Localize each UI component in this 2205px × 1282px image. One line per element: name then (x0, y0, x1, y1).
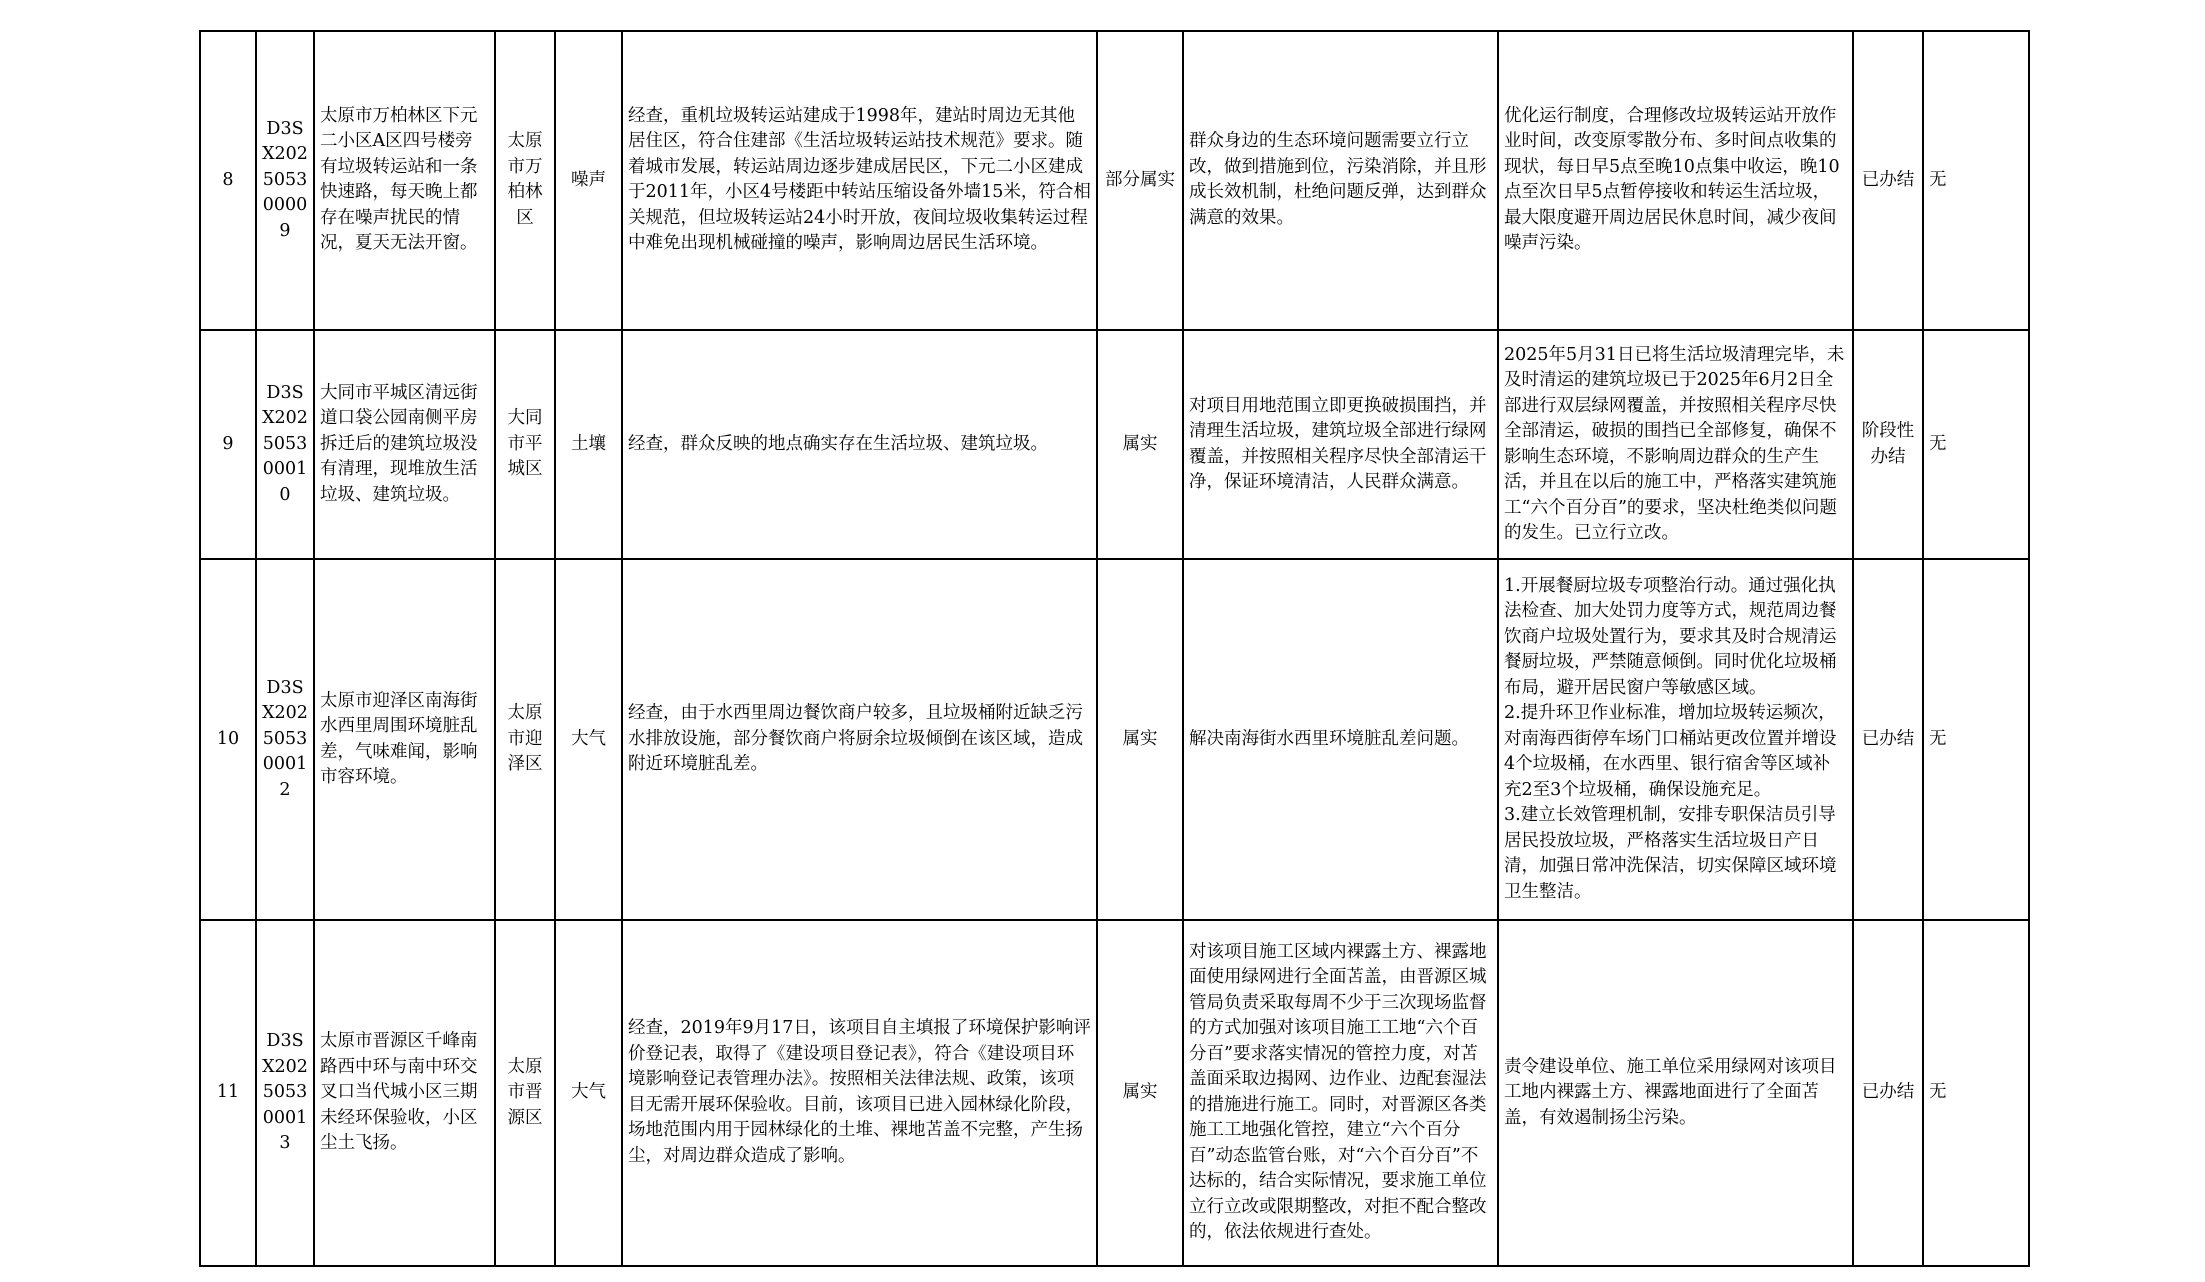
verification-status: 属实 (1097, 330, 1183, 559)
investigation-result: 经查，2019年9月17日，该项目自主填报了环境保护影响评价登记表，取得了《建设项目登记表》，符合《建设项目环境影响登记表管理办法》。按照相关法律法规、政策，该项目无需开展环保验收。目前，该项目已进入园林绿化阶段，场地范围内用于园林绿化的土堆、裸地苫盖不完整，产生扬尘，对周边群众造成了影响。 (622, 920, 1097, 1266)
completion-status: 已办结 (1853, 31, 1923, 330)
rectification-measures (1498, 920, 1853, 1266)
pollution-type: 土壤 (555, 330, 622, 559)
district: 太原市晋源区 (495, 920, 555, 1266)
case-code: D3SX202505300010 (256, 330, 314, 559)
accountability: 无 (1923, 31, 2029, 330)
measure-item: 优化运行制度，合理修改垃圾转运站开放作业时间，改变原零散分布、多时间点收集的现状，每日早5点至晚10点集中收运，晚10点至次日早5点暂停接收和转运生活垃圾，最大限度避开周边居民休息时间，减少夜间噪声污染。 (1504, 105, 1840, 254)
complaint-description: 太原市晋源区千峰南路西中环与南中环交叉口当代城小区三期未经环保验收，小区尘土飞扬。 (314, 920, 495, 1266)
table-row (200, 31, 2029, 330)
pollution-type: 大气 (555, 920, 622, 1266)
case-code: D3SX202505300013 (256, 920, 314, 1266)
row-number: 8 (200, 31, 256, 330)
row-number: 9 (200, 330, 256, 559)
row-number: 11 (200, 920, 256, 1266)
accountability: 无 (1923, 330, 2029, 559)
verification-status: 属实 (1097, 559, 1183, 919)
rectification-goal: 对该项目施工区域内裸露土方、裸露地面使用绿网进行全面苫盖，由晋源区城管局负责采取每周不少于三次现场监督的方式加强对该项目施工工地“六个百分百”要求落实情况的管控力度，对苫盖面采取边揭网、边作业、边配套湿法的措施进行施工。同时，对晋源区各类施工工地强化管控，建立“六个百分百”动态监管台账，对“六个百分百”不达标的，结合实际情况，要求施工单位立行立改或限期整改，对拒不配合整改的，依法依规进行查处。 (1183, 920, 1498, 1266)
district: 大同市平城区 (495, 330, 555, 559)
completion-status: 已办结 (1853, 559, 1923, 919)
district: 太原市万柏林区 (495, 31, 555, 330)
case-code: D3SX202505300012 (256, 559, 314, 919)
measure-item: 2.提升环卫作业标准，增加垃圾转运频次，对南海西街停车场门口桶站更改位置并增设4个垃圾桶，在水西里、银行宿舍等区域补充2至3个垃圾桶，确保设施充足。 (1504, 703, 1837, 800)
row-number: 10 (200, 559, 256, 919)
measure-item: 3.建立长效管理机制，安排专职保洁员引导居民投放垃圾，严格落实生活垃圾日产日清，加强日常冲洗保洁，切实保障区域环境卫生整洁。 (1504, 805, 1837, 902)
accountability: 无 (1923, 559, 2029, 919)
complaint-description: 太原市迎泽区南海街水西里周围环境脏乱差，气味难闻，影响市容环境。 (314, 559, 495, 919)
district: 太原市迎泽区 (495, 559, 555, 919)
table-row (200, 330, 2029, 559)
complaint-description: 太原市万柏林区下元二小区A区四号楼旁有垃圾转运站和一条快速路，每天晚上都存在噪声扰民的情况，夏天无法开窗。 (314, 31, 495, 330)
complaint-description: 大同市平城区清远街道口袋公园南侧平房拆迁后的建筑垃圾没有清理，现堆放生活垃圾、建筑垃圾。 (314, 330, 495, 559)
pollution-type: 大气 (555, 559, 622, 919)
investigation-result: 经查，由于水西里周边餐饮商户较多，且垃圾桶附近缺乏污水排放设施，部分餐饮商户将厨余垃圾倾倒在该区域，造成附近环境脏乱差。 (622, 559, 1097, 919)
table-row (200, 920, 2029, 1266)
complaint-table (199, 30, 2030, 1267)
completion-status: 已办结 (1853, 920, 1923, 1266)
case-code: D3SX202505300009 (256, 31, 314, 330)
measure-item: 2025年5月31日已将生活垃圾清理完毕，未及时清运的建筑垃圾已于2025年6月2日全部进行双层绿网覆盖，并按照相关程序尽快全部清运，破损的围挡已全部修复，确保不影响生态环境，不影响周边群众的生产生活，并且在以后的施工中，严格落实建筑施工“六个百分百”的要求，坚决杜绝类似问题的发生。已立行立改。 (1504, 344, 1845, 544)
investigation-result: 经查，重机垃圾转运站建成于1998年，建站时周边无其他居住区，符合住建部《生活垃圾转运站技术规范》要求。随着城市发展，转运站周边逐步建成居民区，下元二小区建成于2011年，小区4号楼距中转站压缩设备外墙15米，符合相关规范，但垃圾转运站24小时开放，夜间垃圾收集转运过程中难免出现机械碰撞的噪声，影响周边居民生活环境。 (622, 31, 1097, 330)
accountability: 无 (1923, 920, 2029, 1266)
measure-item: 1.开展餐厨垃圾专项整治行动。通过强化执法检查、加大处罚力度等方式，规范周边餐饮商户垃圾处置行为，要求其及时合规清运餐厨垃圾，严禁随意倾倒。同时优化垃圾桶布局，避开居民窗户等敏感区域。 (1504, 575, 1837, 698)
rectification-goal: 对项目用地范围立即更换破损围挡，并清理生活垃圾，建筑垃圾全部进行绿网覆盖，并按照相关程序尽快全部清运干净，保证环境清洁，人民群众满意。 (1183, 330, 1498, 559)
rectification-measures (1498, 559, 1853, 919)
verification-status: 部分属实 (1097, 31, 1183, 330)
verification-status: 属实 (1097, 920, 1183, 1266)
completion-status: 阶段性办结 (1853, 330, 1923, 559)
investigation-result: 经查，群众反映的地点确实存在生活垃圾、建筑垃圾。 (622, 330, 1097, 559)
rectification-measures (1498, 31, 1853, 330)
pollution-type: 噪声 (555, 31, 622, 330)
rectification-measures (1498, 330, 1853, 559)
rectification-goal: 群众身边的生态环境问题需要立行立改，做到措施到位，污染消除，并且形成长效机制，杜绝问题反弹，达到群众满意的效果。 (1183, 31, 1498, 330)
measure-item: 责令建设单位、施工单位采用绿网对该项目工地内裸露土方、裸露地面进行了全面苫盖，有效遏制扬尘污染。 (1504, 1056, 1837, 1128)
table-row (200, 559, 2029, 919)
rectification-goal: 解决南海街水西里环境脏乱差问题。 (1183, 559, 1498, 919)
